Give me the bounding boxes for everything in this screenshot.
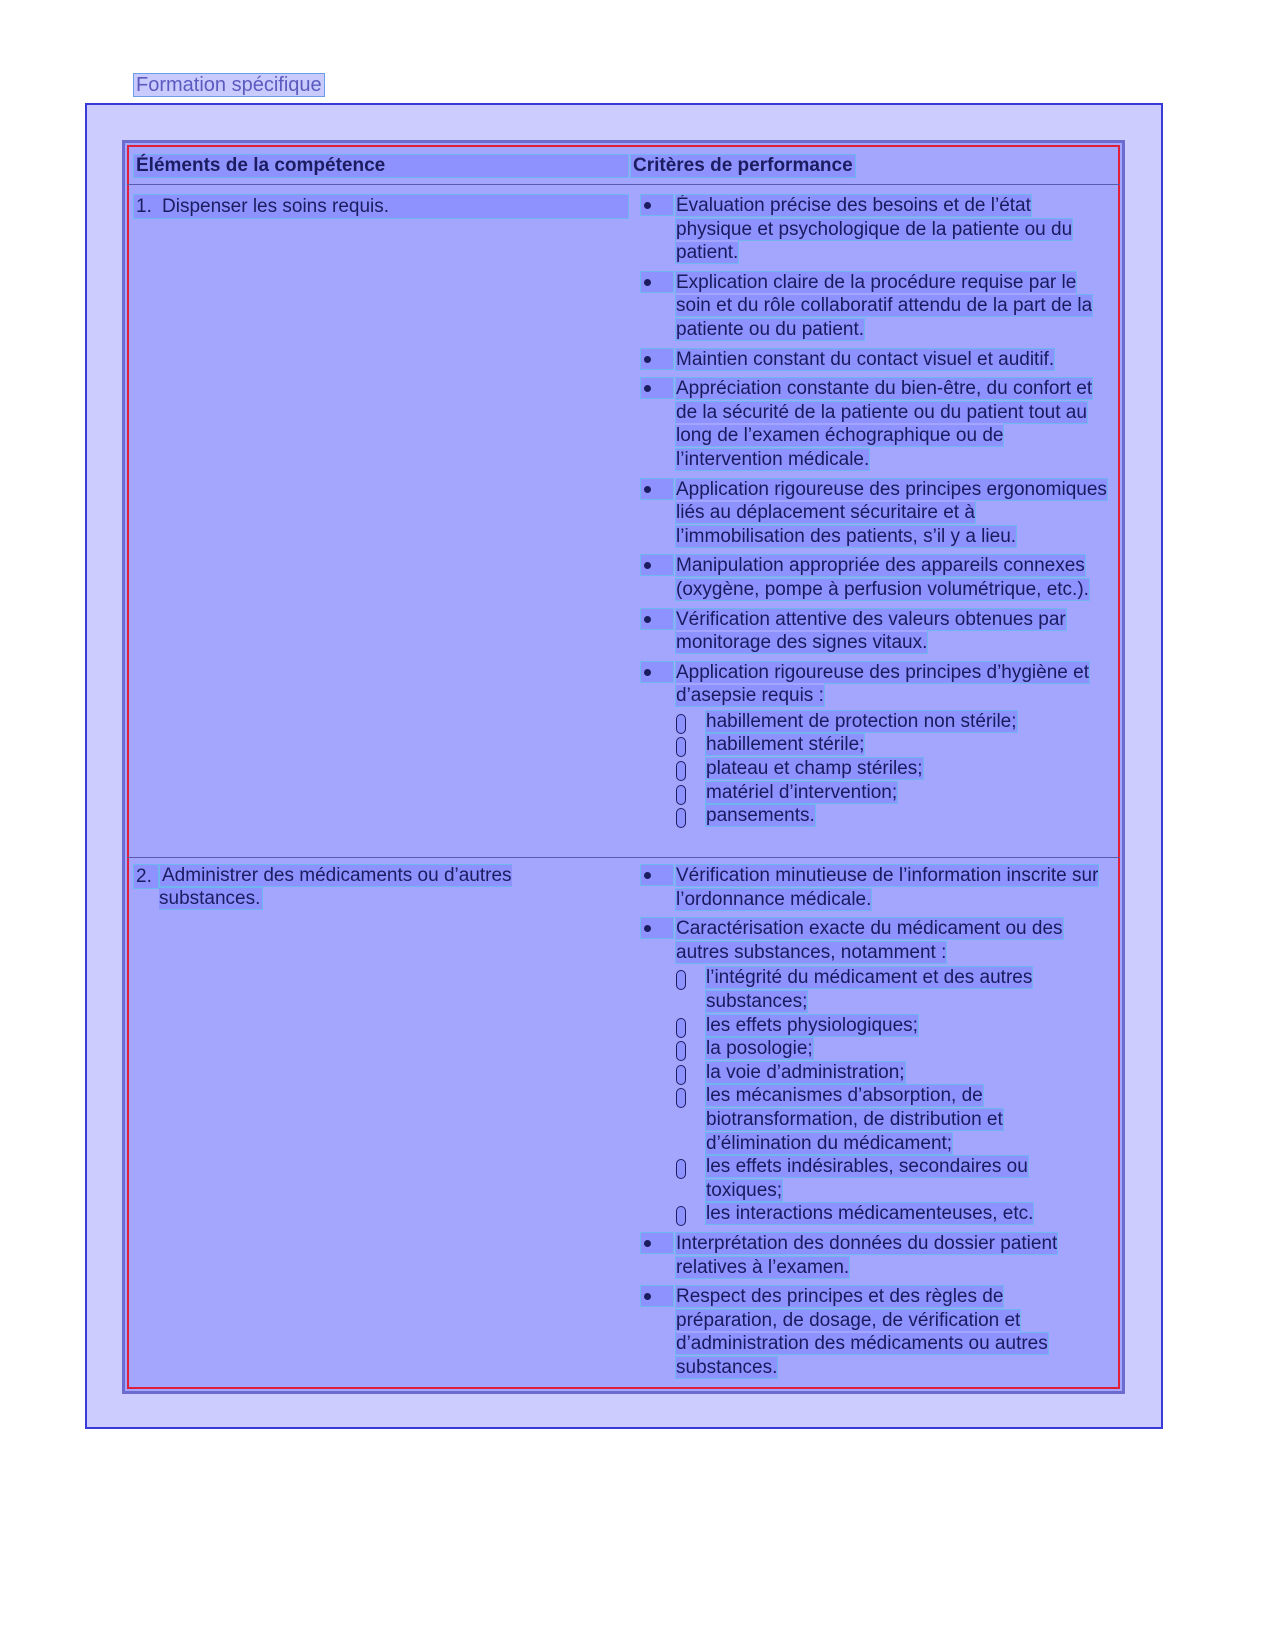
sub-criterion-text: matériel d’intervention; <box>706 781 898 803</box>
circle-bullet-icon <box>676 1065 686 1085</box>
header-elements: Éléments de la compétence <box>133 154 629 178</box>
sub-criterion-item <box>674 1202 1108 1226</box>
circle-bullet-icon <box>676 1159 686 1179</box>
criterion-item <box>638 917 1108 1226</box>
bullet-icon <box>640 478 674 500</box>
bullet-icon <box>640 1232 674 1254</box>
element-row-2 <box>133 864 629 910</box>
sub-criterion-item <box>674 1014 1108 1038</box>
element-text: Administrer des médicaments ou d’autres substances. <box>159 865 512 909</box>
criterion-item <box>638 1232 1108 1279</box>
sub-criterion-text: habillement stérile; <box>706 734 865 756</box>
circle-bullet-icon <box>676 761 686 781</box>
circle-bullet-icon <box>676 808 686 828</box>
criterion-text: Vérification attentive des valeurs obtenues par monitorage des signes vitaux. <box>676 608 1066 654</box>
criteria-list-row-1 <box>638 194 1108 834</box>
sub-criteria-list <box>674 966 1108 1226</box>
sub-criterion-text: pansements. <box>706 805 815 827</box>
sub-criterion-item <box>674 1061 1108 1085</box>
criterion-text: Vérification minutieuse de l’information inscrite sur l’ordonnance médicale. <box>676 865 1099 910</box>
sub-criterion-text: les interactions médicamenteuses, etc. <box>706 1203 1034 1225</box>
row-divider <box>127 857 1120 858</box>
bullet-icon <box>640 554 674 576</box>
header-criteria: Critères de performance <box>630 154 856 178</box>
sub-criteria-list <box>674 710 1108 828</box>
element-row-1 <box>133 194 629 219</box>
sub-criterion-text: l’intégrité du médicament et des autres substances; <box>706 967 1033 1012</box>
sub-criterion-item <box>674 781 1108 805</box>
sub-criterion-item <box>674 1155 1108 1202</box>
bullet-icon <box>640 864 674 886</box>
bullet-icon <box>640 377 674 399</box>
criterion-item <box>638 194 1108 265</box>
criterion-text: Application rigoureuse des principes d’hygiène et d’asepsie requis : <box>676 661 1089 707</box>
sub-criterion-item <box>674 804 1108 828</box>
header-divider <box>127 184 1120 185</box>
element-number: 1. <box>136 196 152 217</box>
sub-criterion-text: plateau et champ stériles; <box>706 758 923 780</box>
circle-bullet-icon <box>676 737 686 757</box>
circle-bullet-icon <box>676 1018 686 1038</box>
sub-criterion-text: les effets indésirables, secondaires ou toxiques; <box>706 1156 1028 1201</box>
criterion-text: Respect des principes et des règles de préparation, de dosage, de vérification et d’administration des médicaments ou autres substances. <box>676 1286 1048 1378</box>
circle-bullet-icon <box>676 970 686 990</box>
sub-criterion-text: les effets physiologiques; <box>706 1014 918 1036</box>
criterion-text: Interprétation des données du dossier patient relatives à l’examen. <box>676 1232 1058 1278</box>
sub-criterion-item <box>674 733 1108 757</box>
circle-bullet-icon <box>676 714 686 734</box>
bullet-icon <box>640 1285 674 1307</box>
sub-criterion-item <box>674 710 1108 734</box>
element-text: Dispenser les soins requis. <box>162 196 390 217</box>
sub-criterion-item <box>674 1084 1108 1155</box>
criterion-text: Manipulation appropriée des appareils connexes (oxygène, pompe à perfusion volumétrique, etc.). <box>676 555 1089 600</box>
circle-bullet-icon <box>676 1041 686 1061</box>
sub-criterion-text: les mécanismes d’absorption, de biotransformation, de distribution et d’élimination du médicament; <box>706 1085 1003 1154</box>
sub-criterion-item <box>674 757 1108 781</box>
criterion-item <box>638 608 1108 655</box>
sub-criterion-item <box>674 1037 1108 1061</box>
criterion-text: Explication claire de la procédure requise par le soin et du rôle collaboratif attendu de la part de la patiente ou du patient. <box>676 271 1093 340</box>
criterion-item <box>638 554 1108 601</box>
criterion-item <box>638 1285 1108 1379</box>
sub-criterion-text: la posologie; <box>706 1038 813 1060</box>
criterion-text: Appréciation constante du bien-être, du confort et de la sécurité de la patiente ou du patient tout au long de l’examen échographique ou de l’intervention médicale. <box>676 378 1093 470</box>
criterion-text: Maintien constant du contact visuel et auditif. <box>676 348 1055 370</box>
sub-criterion-text: la voie d’administration; <box>706 1061 905 1083</box>
bullet-icon <box>640 608 674 630</box>
criterion-item <box>638 271 1108 342</box>
bullet-icon <box>640 917 674 939</box>
criterion-item <box>638 348 1108 372</box>
section-title: Formation spécifique <box>133 73 325 97</box>
sub-criterion-item <box>674 966 1108 1013</box>
element-number: 2. <box>133 864 159 889</box>
circle-bullet-icon <box>676 1088 686 1108</box>
criterion-item <box>638 661 1108 828</box>
criterion-item <box>638 864 1108 911</box>
criteria-list-row-2 <box>638 864 1108 1385</box>
bullet-icon <box>640 271 674 293</box>
sub-criterion-text: habillement de protection non stérile; <box>706 710 1017 732</box>
circle-bullet-icon <box>676 785 686 805</box>
criterion-text: Caractérisation exacte du médicament ou des autres substances, notamment : <box>676 918 1063 963</box>
criterion-text: Application rigoureuse des principes ergonomiques liés au déplacement sécuritaire et à l’immobilisation des patients, s’il y a lieu. <box>676 478 1107 547</box>
criterion-item <box>638 478 1108 549</box>
bullet-icon <box>640 348 674 370</box>
bullet-icon <box>640 194 674 216</box>
criterion-text: Évaluation précise des besoins et de l’état physique et psychologique de la patiente ou du patient. <box>676 195 1073 264</box>
criterion-item <box>638 377 1108 471</box>
circle-bullet-icon <box>676 1206 686 1226</box>
bullet-icon <box>640 661 674 683</box>
